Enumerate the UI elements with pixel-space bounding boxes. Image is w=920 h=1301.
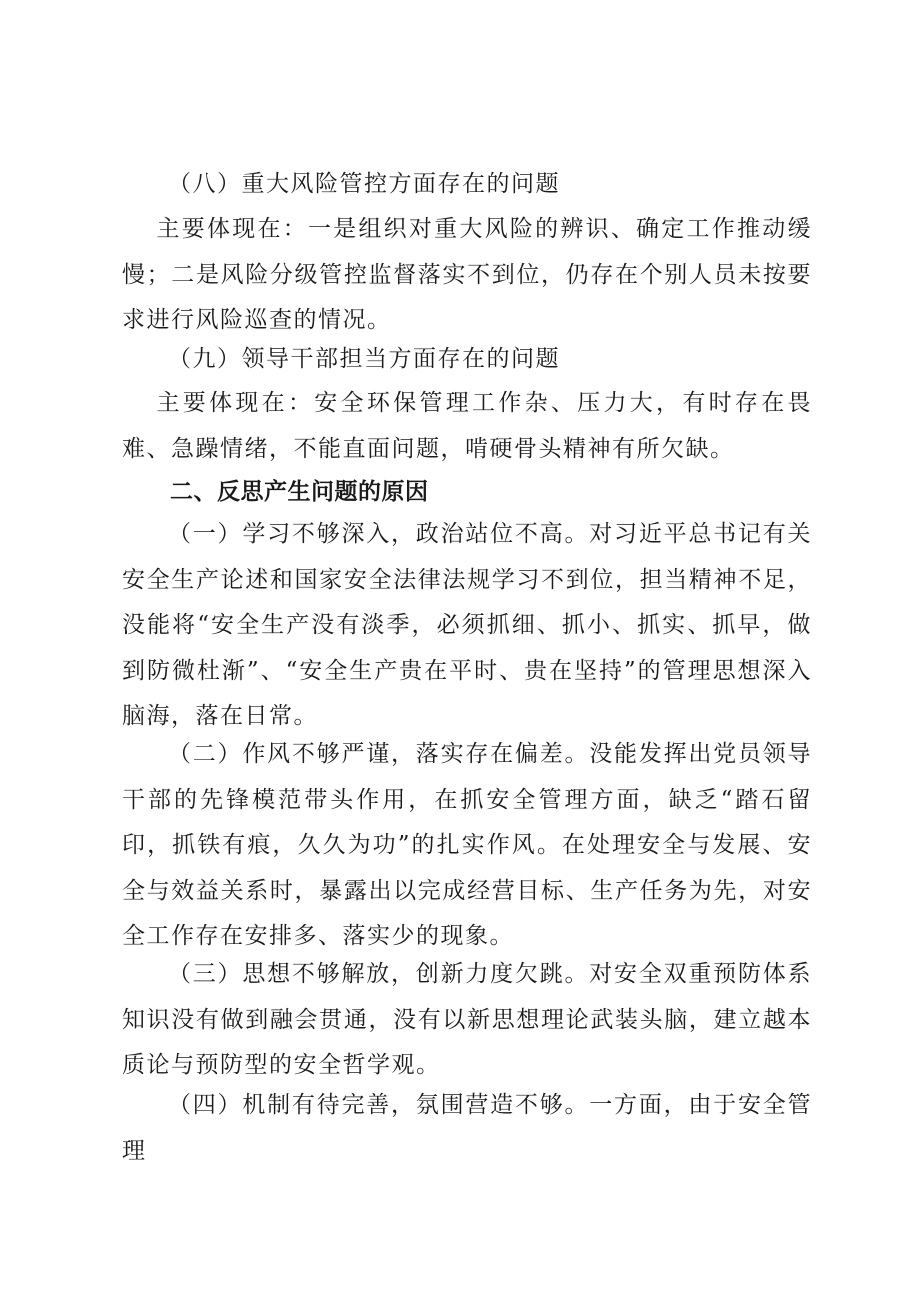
section-9-body: 主要体现在：安全环保管理工作杂、压力大，有时存在畏难、急躁情绪，不能直面问题，啃硬骨头精神有所欠缺。 [122, 390, 812, 462]
section-8-title: （八）重大风险管控方面存在的问题 [168, 171, 560, 197]
reason-3-paragraph: （三）思想不够解放，创新力度欠跳。对安全双重预防体系知识没有做到融会贯通，没有以新思想理论武装头脑，建立越本质论与预防型的安全哲学观。 [122, 961, 812, 1078]
reason-1-paragraph: （一）学习不够深入，政治站位不高。对习近平总书记有关安全生产论述和国家安全法律法规学习不到位，担当精神不足，没能将“安全生产没有淡季，必须抓细、抓小、抓实、抓早，做到防微杜渐”、“安全生产贵在平时、贵在坚持”的管理思想深入脑海，落在日常。 [122, 521, 812, 729]
section-9-title: （九）领导干部担当方面存在的问题 [168, 346, 560, 372]
reason-2-paragraph: （二）作风不够严谨，落实存在偏差。没能发挥出党员领导干部的先锋模范带头作用，在抓安全管理方面，缺乏“踏石留印，抓铁有痕，久久为功”的扎实作风。在处理安全与发展、安全与效益关系时，暴露出以完成经营目标、生产任务为先，对安全工作存在安排多、落实少的现象。 [122, 741, 812, 949]
part-2-heading: 二、反思产生问题的原因 [170, 479, 429, 505]
section-8-body: 主要体现在：一是组织对重大风险的辨识、确定工作推动缓慢；二是风险分级管控监督落实不到位，仍存在个别人员未按要求进行风险巡查的情况。 [122, 216, 812, 333]
reason-4-paragraph: （四）机制有待完善，氛围营造不够。一方面，由于安全管理 [122, 1092, 812, 1164]
